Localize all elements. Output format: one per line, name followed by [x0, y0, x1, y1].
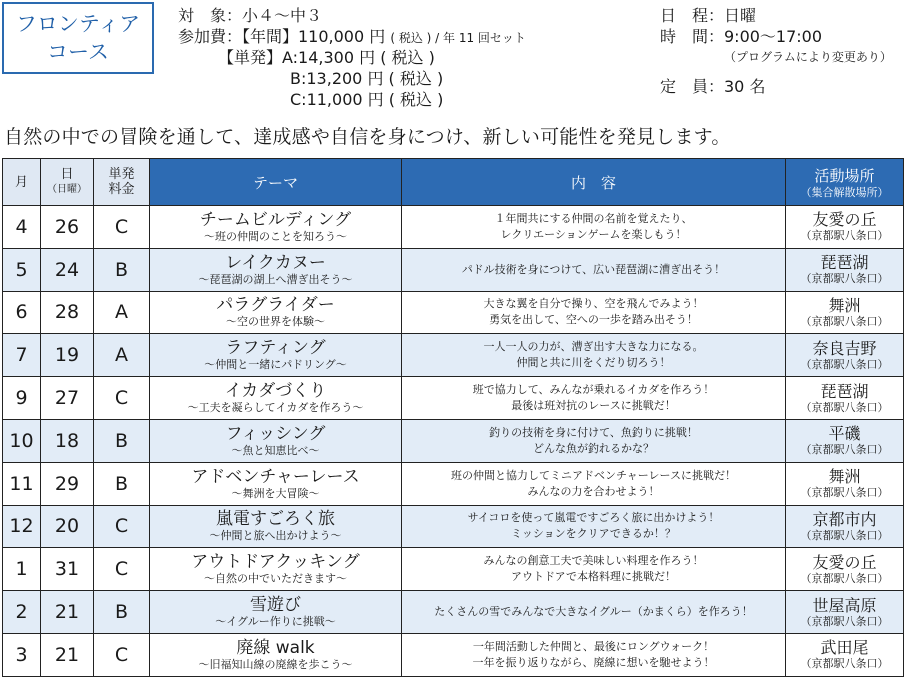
schedule-note: （プログラムにより変更あり） — [724, 50, 892, 64]
course-tagline: 自然の中での冒険を通して、達成感や自信を身につけ、新しい可能性を発見します。 — [4, 126, 731, 148]
row-content — [402, 591, 786, 634]
row-fee: B — [94, 419, 150, 462]
fee-annual-note: ( 税込 ) / 年 11 回セット — [390, 31, 526, 45]
row-place — [786, 633, 904, 676]
row-place — [786, 377, 904, 420]
table-row — [3, 591, 904, 634]
table-row — [3, 462, 904, 505]
header-fee-line2: 料金 — [108, 182, 135, 197]
row-theme — [150, 334, 402, 377]
row-month: 3 — [3, 633, 41, 676]
row-fee: B — [94, 248, 150, 291]
schedule-day: 日 程：日曜 — [660, 6, 757, 25]
table-row — [3, 248, 904, 291]
row-day: 21 — [41, 591, 94, 634]
place-name: 奈良吉野 — [812, 338, 877, 358]
place-name: 友愛の丘 — [812, 210, 877, 230]
capacity: 定 員：30 名 — [660, 77, 766, 96]
course-name-line1: フロンティア — [15, 12, 141, 36]
theme-title: パラグライダー — [216, 295, 335, 316]
row-content — [402, 462, 786, 505]
row-month: 6 — [3, 291, 41, 334]
row-day: 20 — [41, 505, 94, 548]
row-theme — [150, 591, 402, 634]
table-row — [3, 206, 904, 249]
place-meeting-point: （京都駅八条口） — [800, 486, 889, 500]
row-place — [786, 248, 904, 291]
theme-title: 雪遊び — [250, 595, 301, 616]
row-day: 27 — [41, 377, 94, 420]
place-name: 京都市内 — [812, 509, 877, 529]
row-month: 2 — [3, 591, 41, 634]
row-place — [786, 548, 904, 591]
theme-subtitle: 〜仲間と旅へ出かけよう〜 — [209, 529, 342, 543]
theme-subtitle: 〜自然の中でいただきます〜 — [204, 572, 347, 586]
row-month: 10 — [3, 419, 41, 462]
place-meeting-point: （京都駅八条口） — [800, 357, 889, 371]
row-place — [786, 419, 904, 462]
content-line2: どんな魚が釣れるかな？ — [533, 441, 654, 455]
place-meeting-point: （京都駅八条口） — [800, 571, 889, 585]
content-line2: みんなの力を合わせよう！ — [527, 484, 660, 498]
row-theme — [150, 291, 402, 334]
row-day: 24 — [41, 248, 94, 291]
row-place — [786, 291, 904, 334]
row-fee: C — [94, 505, 150, 548]
theme-subtitle: 〜舞洲を大冒険〜 — [231, 486, 320, 500]
row-theme — [150, 248, 402, 291]
theme-title: 廃線 walk — [236, 637, 315, 658]
content-line2: レクリエーションゲームを楽しもう！ — [500, 227, 687, 241]
row-place — [786, 505, 904, 548]
header-month: 月 — [3, 159, 41, 206]
row-day: 26 — [41, 206, 94, 249]
header-theme: テーマ — [150, 159, 402, 206]
header-place — [786, 159, 904, 206]
theme-title: アウトドアクッキング — [191, 552, 360, 573]
theme-title: アドベンチャーレース — [191, 466, 360, 487]
theme-subtitle: 〜イグルー作りに挑戦〜 — [215, 615, 336, 629]
header-place-sub: （集合解散場所） — [800, 185, 889, 199]
theme-subtitle: 〜魚と知恵比べ〜 — [231, 443, 320, 457]
course-name-line2: コース — [47, 40, 109, 64]
row-content — [402, 291, 786, 334]
content-line1: 一年間活動した仲間と、最後にロングウォーク！ — [472, 639, 715, 653]
table-row — [3, 633, 904, 676]
theme-subtitle: 〜琵琶湖の湖上へ漕ぎ出そう〜 — [198, 272, 353, 286]
row-theme — [150, 419, 402, 462]
row-content — [402, 248, 786, 291]
row-content — [402, 548, 786, 591]
header-place-label: 活動場所 — [814, 166, 875, 185]
row-month: 4 — [3, 206, 41, 249]
row-content — [402, 206, 786, 249]
place-name: 世屋高原 — [812, 595, 877, 615]
row-content — [402, 377, 786, 420]
place-name: 琵琶湖 — [820, 381, 869, 401]
theme-title: チームビルディング — [199, 209, 352, 230]
content-line1: 大きな翼を自分で操り、空を飛んでみよう！ — [483, 297, 704, 311]
row-day: 28 — [41, 291, 94, 334]
row-day: 21 — [41, 633, 94, 676]
place-meeting-point: （京都駅八条口） — [800, 443, 889, 457]
theme-title: フィッシング — [225, 423, 326, 444]
fee-single-b: B:13,200 円 ( 税込 ) — [178, 69, 444, 88]
theme-title: 嵐電すごろく旅 — [216, 509, 335, 530]
fee-single-a: 【単発】A:14,300 円 ( 税込 ) — [178, 48, 435, 67]
place-meeting-point: （京都駅八条口） — [800, 614, 889, 628]
row-theme — [150, 377, 402, 420]
theme-title: ラフティング — [225, 338, 326, 359]
content-line1: 釣りの技術を身に付けて、魚釣りに挑戦！ — [489, 425, 698, 439]
theme-subtitle: 〜仲間と一緒にパドリング〜 — [204, 358, 347, 372]
content-line1: 一人一人の力が、漕ぎ出す大きな力になる。 — [483, 340, 704, 354]
course-info-right — [660, 5, 892, 97]
header-content: 内 容 — [402, 159, 786, 206]
place-meeting-point: （京都駅八条口） — [800, 528, 889, 542]
content-line1: １年間共にする仲間の名前を覚えたり、 — [494, 211, 693, 225]
row-place — [786, 591, 904, 634]
content-line1: パドル技術を身につけて、広い琵琶湖に漕ぎ出そう！ — [461, 262, 726, 276]
header-day-label: 日 — [60, 167, 74, 182]
content-line1: たくさんの雪でみんなで大きなイグルー（かまくら）を作ろう！ — [434, 605, 753, 619]
content-line2: 勇気を出して、空への一歩を踏み出そう！ — [489, 313, 698, 327]
row-theme — [150, 505, 402, 548]
header-day — [41, 159, 94, 206]
table-row — [3, 377, 904, 420]
row-fee: A — [94, 291, 150, 334]
row-day: 29 — [41, 462, 94, 505]
table-header-row — [3, 159, 904, 206]
place-name: 舞洲 — [828, 467, 861, 487]
row-fee: C — [94, 206, 150, 249]
target-grades: 対 象：小４〜中３ — [178, 6, 323, 25]
place-name: 琵琶湖 — [820, 253, 869, 273]
theme-subtitle: 〜工夫を凝らしてイカダを作ろう〜 — [187, 401, 364, 415]
schedule-body — [3, 206, 904, 677]
row-fee: C — [94, 548, 150, 591]
content-line2: 最後は班対抗のレースに挑戦だ！ — [511, 399, 676, 413]
schedule-table — [2, 158, 904, 677]
header-fee-line1: 単発 — [108, 167, 135, 182]
row-fee: C — [94, 633, 150, 676]
content-line1: 班の仲間と協力してミニアドベンチャーレースに挑戦だ！ — [451, 468, 736, 482]
row-month: 5 — [3, 248, 41, 291]
row-content — [402, 505, 786, 548]
place-meeting-point: （京都駅八条口） — [800, 314, 889, 328]
row-place — [786, 206, 904, 249]
row-month: 11 — [3, 462, 41, 505]
row-fee: B — [94, 462, 150, 505]
content-line2: 一年を振り返りながら、廃線に想いを馳せよう！ — [472, 655, 715, 669]
place-meeting-point: （京都駅八条口） — [800, 229, 889, 243]
content-line2: アウトドアで本格料理に挑戦だ！ — [511, 570, 676, 584]
theme-subtitle: 〜空の世界を体験〜 — [226, 315, 325, 329]
place-meeting-point: （京都駅八条口） — [800, 272, 889, 286]
row-month: 1 — [3, 548, 41, 591]
header-fee — [94, 159, 150, 206]
fee-annual — [178, 26, 526, 47]
place-meeting-point: （京都駅八条口） — [800, 657, 889, 671]
content-line1: みんなの創意工夫で美味しい料理を作ろう！ — [483, 554, 704, 568]
row-place — [786, 334, 904, 377]
place-name: 平磯 — [828, 424, 861, 444]
row-theme — [150, 462, 402, 505]
row-fee: A — [94, 334, 150, 377]
table-row — [3, 334, 904, 377]
place-meeting-point: （京都駅八条口） — [800, 400, 889, 414]
content-line2: ミッションをクリアできるか！？ — [511, 527, 676, 541]
theme-subtitle: 〜班の仲間のことを知ろう〜 — [204, 229, 347, 243]
theme-title: イカダづくり — [224, 381, 327, 402]
table-row — [3, 291, 904, 334]
row-month: 7 — [3, 334, 41, 377]
row-content — [402, 334, 786, 377]
schedule-time: 時 間：9:00〜17:00 — [660, 27, 823, 46]
row-day: 19 — [41, 334, 94, 377]
fee-single-c: C:11,000 円 ( 税込 ) — [178, 90, 444, 109]
course-name-box — [2, 2, 154, 74]
row-fee: C — [94, 377, 150, 420]
row-month: 9 — [3, 377, 41, 420]
table-row — [3, 419, 904, 462]
content-line2: 仲間と共に川をくだり切ろう！ — [516, 356, 671, 370]
theme-subtitle: 〜旧福知山線の廃線を歩こう〜 — [198, 657, 353, 671]
content-line1: 班で協力して、みんなが乗れるイカダを作ろう！ — [472, 383, 715, 397]
row-content — [402, 419, 786, 462]
course-info-left — [178, 5, 526, 110]
content-line1: サイコロを使って嵐電ですごろく旅に出かけよう！ — [467, 511, 720, 525]
row-theme — [150, 206, 402, 249]
header-day-sub: （日曜） — [47, 184, 87, 195]
row-place — [786, 462, 904, 505]
place-name: 武田尾 — [820, 638, 869, 658]
row-theme — [150, 633, 402, 676]
row-day: 18 — [41, 419, 94, 462]
row-fee: B — [94, 591, 150, 634]
place-name: 友愛の丘 — [812, 552, 877, 572]
place-name: 舞洲 — [828, 295, 861, 315]
row-month: 12 — [3, 505, 41, 548]
row-content — [402, 633, 786, 676]
fee-annual-label: 参加費：【年間】110,000 円 — [178, 27, 386, 46]
table-row — [3, 505, 904, 548]
row-day: 31 — [41, 548, 94, 591]
table-row — [3, 548, 904, 591]
theme-title: レイクカヌー — [225, 252, 326, 273]
row-theme — [150, 548, 402, 591]
